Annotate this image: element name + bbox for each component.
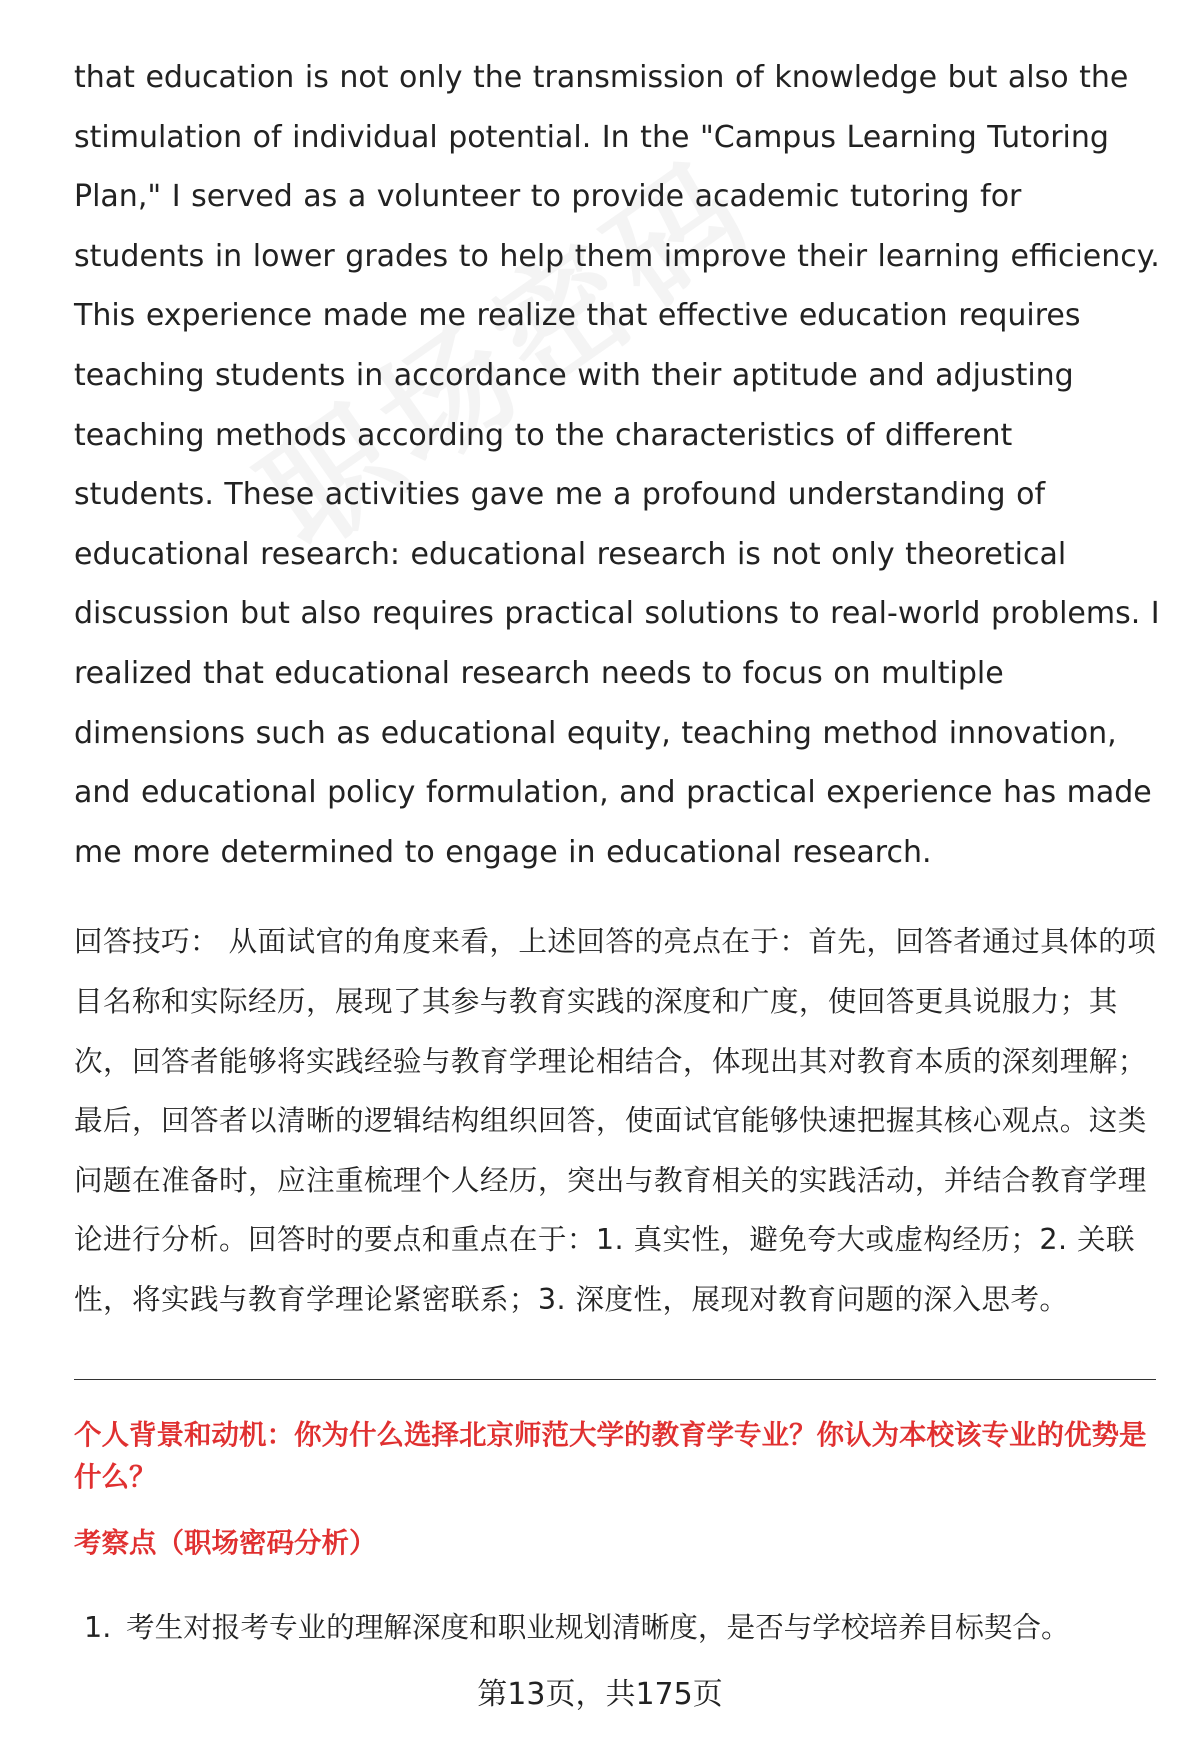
question-title: 个人背景和动机：你为什么选择北京师范大学的教育学专业？你认为本校该专业的优势是什么？ [74, 1419, 1147, 1493]
section-title: 考察点（职场密码分析） [74, 1527, 377, 1559]
main-content [74, 48, 1160, 1329]
answer-paragraph: that education is not only the transmission of knowledge but also the stimulation of individual potential. In the "Campus Learning Tutoring Plan," I served as a volunteer to provide academic tutoring for students in lower grades to help them improve their learning efficiency. This experience made me realize that effective education requires teaching students in accordance with their aptitude and adjusting teaching methods according to the characteristics of different students. These activities gave me a profound understanding of educational research: educational research is not only theoretical discussion but also requires practical solutions to real-world problems. I realized that educational research needs to focus on multiple dimensions such as educational equity, teaching method innovation, and educational policy formulation, and practical experience has made me more determined to engage in educational research. [74, 60, 1160, 870]
answer-tips-paragraph: 回答技巧： 从面试官的角度来看，上述回答的亮点在于：首先，回答者通过具体的项目名称和实际经历，展现了其参与教育实践的深度和广度，使回答更具说服力；其次，回答者能够将实践经验与教育学理论相结合，体现出其对教育本质的深刻理解；最后，回答者以清晰的逻辑结构组织回答，使面试官能够快速把握其核心观点。这类问题在准备时，应注重梳理个人经历，突出与教育相关的实践活动，并结合教育学理论进行分析。回答时的要点和重点在于：1. 真实性，避免夸大或虚构经历；2. 关联性，将实践与教育学理论紧密联系；3. 深度性，展现对教育问题的深入思考。 [74, 924, 1157, 1316]
page-number: 第13页，共175页 [477, 1677, 723, 1712]
list-item-number: 1. [84, 1610, 112, 1644]
section-divider [74, 1379, 1156, 1380]
analysis-list [84, 1605, 1070, 1649]
list-item [84, 1605, 1070, 1649]
list-item-text: 考生对报考专业的理解深度和职业规划清晰度，是否与学校培养目标契合。 [126, 1610, 1070, 1644]
